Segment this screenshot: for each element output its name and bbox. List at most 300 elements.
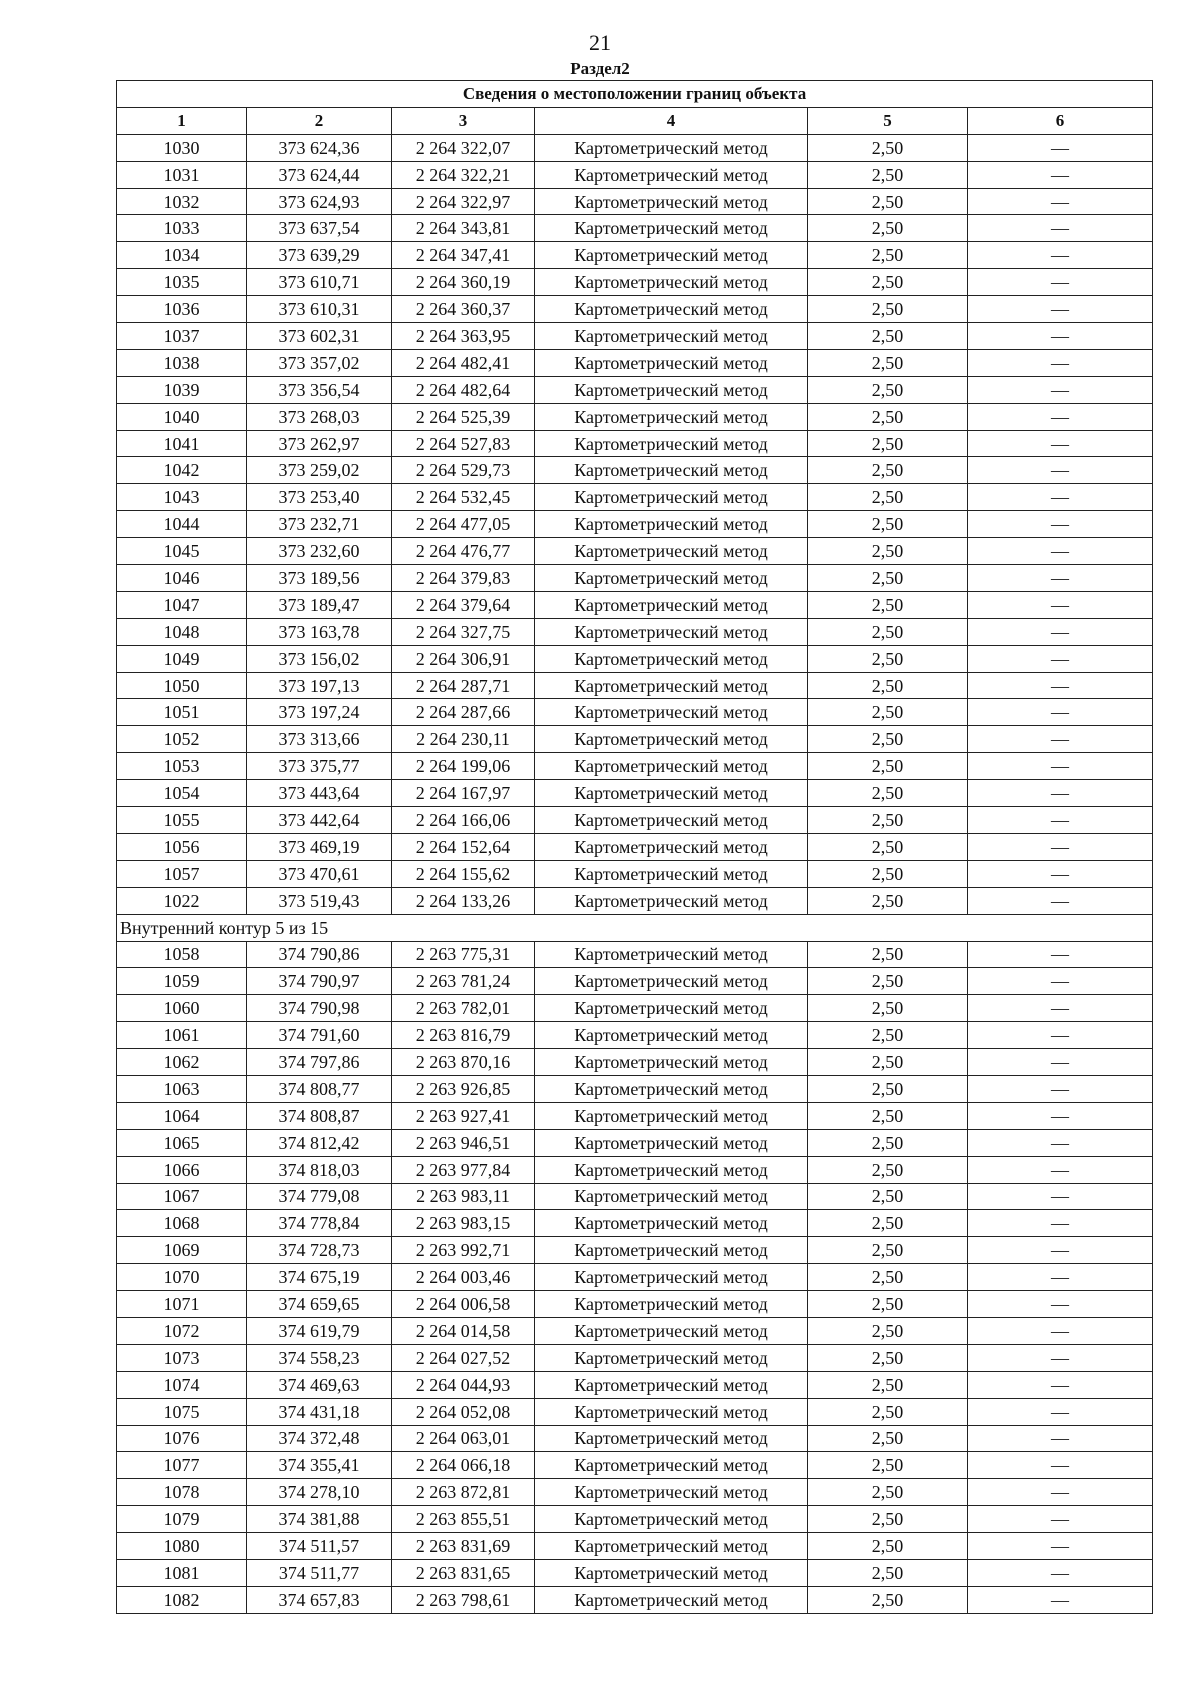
point-number-cell: 1061 xyxy=(117,1022,247,1049)
accuracy-cell: 2,50 xyxy=(808,1559,968,1586)
accuracy-cell: 2,50 xyxy=(808,188,968,215)
description-cell: — xyxy=(968,1371,1153,1398)
y-coordinate-cell: 2 264 006,58 xyxy=(392,1291,535,1318)
y-coordinate-cell: 2 264 063,01 xyxy=(392,1425,535,1452)
table-row xyxy=(117,161,1153,188)
description-cell: — xyxy=(968,995,1153,1022)
y-coordinate-cell: 2 263 992,71 xyxy=(392,1237,535,1264)
y-coordinate-cell: 2 263 926,85 xyxy=(392,1075,535,1102)
y-coordinate-cell: 2 264 360,19 xyxy=(392,269,535,296)
x-coordinate-cell: 373 610,31 xyxy=(247,296,392,323)
description-cell: — xyxy=(968,215,1153,242)
accuracy-cell: 2,50 xyxy=(808,376,968,403)
accuracy-cell: 2,50 xyxy=(808,565,968,592)
description-cell: — xyxy=(968,968,1153,995)
method-cell: Картометрический метод xyxy=(535,1156,808,1183)
description-cell: — xyxy=(968,376,1153,403)
point-number-cell: 1071 xyxy=(117,1291,247,1318)
description-cell: — xyxy=(968,1022,1153,1049)
accuracy-cell: 2,50 xyxy=(808,887,968,914)
x-coordinate-cell: 373 624,44 xyxy=(247,161,392,188)
method-cell: Картометрический метод xyxy=(535,376,808,403)
table-row xyxy=(117,1506,1153,1533)
table-row xyxy=(117,188,1153,215)
point-number-cell: 1031 xyxy=(117,161,247,188)
accuracy-cell: 2,50 xyxy=(808,538,968,565)
x-coordinate-cell: 374 808,77 xyxy=(247,1075,392,1102)
method-cell: Картометрический метод xyxy=(535,1371,808,1398)
point-number-cell: 1053 xyxy=(117,753,247,780)
description-cell: — xyxy=(968,645,1153,672)
accuracy-cell: 2,50 xyxy=(808,968,968,995)
y-coordinate-cell: 2 263 831,65 xyxy=(392,1559,535,1586)
table-row xyxy=(117,1317,1153,1344)
description-cell: — xyxy=(968,833,1153,860)
accuracy-cell: 2,50 xyxy=(808,1506,968,1533)
point-number-cell: 1056 xyxy=(117,833,247,860)
table-row xyxy=(117,511,1153,538)
x-coordinate-cell: 374 808,87 xyxy=(247,1102,392,1129)
point-number-cell: 1080 xyxy=(117,1533,247,1560)
table-row xyxy=(117,1156,1153,1183)
table-row xyxy=(117,1022,1153,1049)
point-number-cell: 1033 xyxy=(117,215,247,242)
x-coordinate-cell: 374 511,57 xyxy=(247,1533,392,1560)
x-coordinate-cell: 373 156,02 xyxy=(247,645,392,672)
y-coordinate-cell: 2 264 482,64 xyxy=(392,376,535,403)
point-number-cell: 1041 xyxy=(117,430,247,457)
description-cell: — xyxy=(968,1533,1153,1560)
description-cell: — xyxy=(968,511,1153,538)
method-cell: Картометрический метод xyxy=(535,161,808,188)
description-cell: — xyxy=(968,941,1153,968)
description-cell: — xyxy=(968,1049,1153,1076)
x-coordinate-cell: 374 469,63 xyxy=(247,1371,392,1398)
x-coordinate-cell: 373 519,43 xyxy=(247,887,392,914)
accuracy-cell: 2,50 xyxy=(808,511,968,538)
column-number: 1 xyxy=(117,107,247,134)
x-coordinate-cell: 373 469,19 xyxy=(247,833,392,860)
description-cell: — xyxy=(968,296,1153,323)
column-number: 3 xyxy=(392,107,535,134)
accuracy-cell: 2,50 xyxy=(808,753,968,780)
description-cell: — xyxy=(968,591,1153,618)
y-coordinate-cell: 2 264 327,75 xyxy=(392,618,535,645)
table-row xyxy=(117,780,1153,807)
y-coordinate-cell: 2 264 287,66 xyxy=(392,699,535,726)
accuracy-cell: 2,50 xyxy=(808,1075,968,1102)
y-coordinate-cell: 2 263 781,24 xyxy=(392,968,535,995)
y-coordinate-cell: 2 264 322,21 xyxy=(392,161,535,188)
x-coordinate-cell: 374 372,48 xyxy=(247,1425,392,1452)
description-cell: — xyxy=(968,565,1153,592)
table-row xyxy=(117,349,1153,376)
description-cell: — xyxy=(968,484,1153,511)
point-number-cell: 1063 xyxy=(117,1075,247,1102)
accuracy-cell: 2,50 xyxy=(808,699,968,726)
table-row xyxy=(117,1452,1153,1479)
description-cell: — xyxy=(968,430,1153,457)
section-title: Раздел2 xyxy=(570,59,630,78)
description-cell: — xyxy=(968,1102,1153,1129)
y-coordinate-cell: 2 264 014,58 xyxy=(392,1317,535,1344)
description-cell: — xyxy=(968,1452,1153,1479)
description-cell: — xyxy=(968,1479,1153,1506)
accuracy-cell: 2,50 xyxy=(808,1586,968,1613)
accuracy-cell: 2,50 xyxy=(808,484,968,511)
x-coordinate-cell: 374 818,03 xyxy=(247,1156,392,1183)
x-coordinate-cell: 373 163,78 xyxy=(247,618,392,645)
x-coordinate-cell: 373 262,97 xyxy=(247,430,392,457)
method-cell: Картометрический метод xyxy=(535,699,808,726)
description-cell: — xyxy=(968,887,1153,914)
method-cell: Картометрический метод xyxy=(535,1102,808,1129)
x-coordinate-cell: 374 790,86 xyxy=(247,941,392,968)
point-number-cell: 1081 xyxy=(117,1559,247,1586)
accuracy-cell: 2,50 xyxy=(808,323,968,350)
description-cell: — xyxy=(968,269,1153,296)
y-coordinate-cell: 2 264 529,73 xyxy=(392,457,535,484)
description-cell: — xyxy=(968,403,1153,430)
method-cell: Картометрический метод xyxy=(535,591,808,618)
x-coordinate-cell: 373 259,02 xyxy=(247,457,392,484)
point-number-cell: 1022 xyxy=(117,887,247,914)
accuracy-cell: 2,50 xyxy=(808,618,968,645)
table-row xyxy=(117,807,1153,834)
point-number-cell: 1059 xyxy=(117,968,247,995)
point-number-cell: 1074 xyxy=(117,1371,247,1398)
description-cell: — xyxy=(968,753,1153,780)
x-coordinate-cell: 373 637,54 xyxy=(247,215,392,242)
x-coordinate-cell: 373 443,64 xyxy=(247,780,392,807)
description-cell: — xyxy=(968,1317,1153,1344)
table-row xyxy=(117,1049,1153,1076)
description-cell: — xyxy=(968,134,1153,161)
accuracy-cell: 2,50 xyxy=(808,215,968,242)
method-cell: Картометрический метод xyxy=(535,645,808,672)
accuracy-cell: 2,50 xyxy=(808,860,968,887)
method-cell: Картометрический метод xyxy=(535,1210,808,1237)
y-coordinate-cell: 2 263 870,16 xyxy=(392,1049,535,1076)
description-cell: — xyxy=(968,672,1153,699)
description-cell: — xyxy=(968,1264,1153,1291)
method-cell: Картометрический метод xyxy=(535,1559,808,1586)
contour-label: Внутренний контур 5 из 15 xyxy=(117,914,1153,941)
table-row xyxy=(117,1183,1153,1210)
method-cell: Картометрический метод xyxy=(535,1398,808,1425)
method-cell: Картометрический метод xyxy=(535,1317,808,1344)
table-row xyxy=(117,1237,1153,1264)
table-row xyxy=(117,323,1153,350)
method-cell: Картометрический метод xyxy=(535,1129,808,1156)
description-cell: — xyxy=(968,1586,1153,1613)
method-cell: Картометрический метод xyxy=(535,780,808,807)
x-coordinate-cell: 373 375,77 xyxy=(247,753,392,780)
x-coordinate-cell: 373 197,24 xyxy=(247,699,392,726)
x-coordinate-cell: 373 357,02 xyxy=(247,349,392,376)
accuracy-cell: 2,50 xyxy=(808,242,968,269)
x-coordinate-cell: 373 189,56 xyxy=(247,565,392,592)
description-cell: — xyxy=(968,699,1153,726)
x-coordinate-cell: 374 355,41 xyxy=(247,1452,392,1479)
y-coordinate-cell: 2 263 775,31 xyxy=(392,941,535,968)
y-coordinate-cell: 2 264 155,62 xyxy=(392,860,535,887)
x-coordinate-cell: 373 356,54 xyxy=(247,376,392,403)
point-number-cell: 1049 xyxy=(117,645,247,672)
accuracy-cell: 2,50 xyxy=(808,1291,968,1318)
table-row xyxy=(117,484,1153,511)
point-number-cell: 1072 xyxy=(117,1317,247,1344)
method-cell: Картометрический метод xyxy=(535,323,808,350)
description-cell: — xyxy=(968,780,1153,807)
accuracy-cell: 2,50 xyxy=(808,995,968,1022)
table-row xyxy=(117,1210,1153,1237)
table-row xyxy=(117,672,1153,699)
y-coordinate-cell: 2 263 798,61 xyxy=(392,1586,535,1613)
point-number-cell: 1046 xyxy=(117,565,247,592)
point-number-cell: 1045 xyxy=(117,538,247,565)
y-coordinate-cell: 2 263 946,51 xyxy=(392,1129,535,1156)
table-row xyxy=(117,1479,1153,1506)
y-coordinate-cell: 2 264 347,41 xyxy=(392,242,535,269)
accuracy-cell: 2,50 xyxy=(808,1533,968,1560)
description-cell: — xyxy=(968,860,1153,887)
x-coordinate-cell: 373 610,71 xyxy=(247,269,392,296)
method-cell: Картометрический метод xyxy=(535,538,808,565)
x-coordinate-cell: 374 431,18 xyxy=(247,1398,392,1425)
accuracy-cell: 2,50 xyxy=(808,1237,968,1264)
point-number-cell: 1054 xyxy=(117,780,247,807)
table-row xyxy=(117,1291,1153,1318)
x-coordinate-cell: 374 812,42 xyxy=(247,1129,392,1156)
y-coordinate-cell: 2 264 379,64 xyxy=(392,591,535,618)
table-row xyxy=(117,726,1153,753)
method-cell: Картометрический метод xyxy=(535,484,808,511)
table-row xyxy=(117,887,1153,914)
point-number-cell: 1038 xyxy=(117,349,247,376)
column-number: 2 xyxy=(247,107,392,134)
point-number-cell: 1082 xyxy=(117,1586,247,1613)
point-number-cell: 1036 xyxy=(117,296,247,323)
accuracy-cell: 2,50 xyxy=(808,1049,968,1076)
y-coordinate-cell: 2 264 230,11 xyxy=(392,726,535,753)
table-row xyxy=(117,215,1153,242)
table-row xyxy=(117,457,1153,484)
point-number-cell: 1078 xyxy=(117,1479,247,1506)
x-coordinate-cell: 374 728,73 xyxy=(247,1237,392,1264)
description-cell: — xyxy=(968,457,1153,484)
y-coordinate-cell: 2 264 287,71 xyxy=(392,672,535,699)
point-number-cell: 1058 xyxy=(117,941,247,968)
x-coordinate-cell: 373 232,60 xyxy=(247,538,392,565)
y-coordinate-cell: 2 264 306,91 xyxy=(392,645,535,672)
y-coordinate-cell: 2 264 532,45 xyxy=(392,484,535,511)
description-cell: — xyxy=(968,1559,1153,1586)
description-cell: — xyxy=(968,188,1153,215)
description-cell: — xyxy=(968,161,1153,188)
accuracy-cell: 2,50 xyxy=(808,1210,968,1237)
column-number: 6 xyxy=(968,107,1153,134)
y-coordinate-cell: 2 264 322,07 xyxy=(392,134,535,161)
y-coordinate-cell: 2 263 872,81 xyxy=(392,1479,535,1506)
point-number-cell: 1032 xyxy=(117,188,247,215)
description-cell: — xyxy=(968,1291,1153,1318)
accuracy-cell: 2,50 xyxy=(808,296,968,323)
x-coordinate-cell: 374 790,97 xyxy=(247,968,392,995)
method-cell: Картометрический метод xyxy=(535,807,808,834)
accuracy-cell: 2,50 xyxy=(808,1398,968,1425)
accuracy-cell: 2,50 xyxy=(808,726,968,753)
description-cell: — xyxy=(968,1425,1153,1452)
method-cell: Картометрический метод xyxy=(535,941,808,968)
method-cell: Картометрический метод xyxy=(535,618,808,645)
accuracy-cell: 2,50 xyxy=(808,1156,968,1183)
point-number-cell: 1037 xyxy=(117,323,247,350)
table-row xyxy=(117,860,1153,887)
y-coordinate-cell: 2 264 133,26 xyxy=(392,887,535,914)
method-cell: Картометрический метод xyxy=(535,1533,808,1560)
method-cell: Картометрический метод xyxy=(535,1183,808,1210)
y-coordinate-cell: 2 264 363,95 xyxy=(392,323,535,350)
method-cell: Картометрический метод xyxy=(535,726,808,753)
y-coordinate-cell: 2 264 166,06 xyxy=(392,807,535,834)
accuracy-cell: 2,50 xyxy=(808,833,968,860)
accuracy-cell: 2,50 xyxy=(808,1452,968,1479)
accuracy-cell: 2,50 xyxy=(808,403,968,430)
table-row xyxy=(117,645,1153,672)
accuracy-cell: 2,50 xyxy=(808,1264,968,1291)
method-cell: Картометрический метод xyxy=(535,296,808,323)
y-coordinate-cell: 2 264 525,39 xyxy=(392,403,535,430)
y-coordinate-cell: 2 264 027,52 xyxy=(392,1344,535,1371)
x-coordinate-cell: 373 189,47 xyxy=(247,591,392,618)
x-coordinate-cell: 374 381,88 xyxy=(247,1506,392,1533)
accuracy-cell: 2,50 xyxy=(808,1479,968,1506)
x-coordinate-cell: 374 797,86 xyxy=(247,1049,392,1076)
point-number-cell: 1030 xyxy=(117,134,247,161)
point-number-cell: 1075 xyxy=(117,1398,247,1425)
y-coordinate-cell: 2 264 322,97 xyxy=(392,188,535,215)
y-coordinate-cell: 2 264 343,81 xyxy=(392,215,535,242)
method-cell: Картометрический метод xyxy=(535,1586,808,1613)
description-cell: — xyxy=(968,618,1153,645)
table-row xyxy=(117,753,1153,780)
method-cell: Картометрический метод xyxy=(535,457,808,484)
point-number-cell: 1048 xyxy=(117,618,247,645)
table-row xyxy=(117,941,1153,968)
x-coordinate-cell: 374 619,79 xyxy=(247,1317,392,1344)
point-number-cell: 1042 xyxy=(117,457,247,484)
point-number-cell: 1076 xyxy=(117,1425,247,1452)
table-row xyxy=(117,1344,1153,1371)
x-coordinate-cell: 374 790,98 xyxy=(247,995,392,1022)
accuracy-cell: 2,50 xyxy=(808,941,968,968)
table-row xyxy=(117,699,1153,726)
point-number-cell: 1073 xyxy=(117,1344,247,1371)
y-coordinate-cell: 2 264 199,06 xyxy=(392,753,535,780)
table-row xyxy=(117,1129,1153,1156)
table-caption-row xyxy=(117,81,1153,108)
method-cell: Картометрический метод xyxy=(535,1049,808,1076)
method-cell: Картометрический метод xyxy=(535,1291,808,1318)
x-coordinate-cell: 373 232,71 xyxy=(247,511,392,538)
method-cell: Картометрический метод xyxy=(535,511,808,538)
point-number-cell: 1069 xyxy=(117,1237,247,1264)
accuracy-cell: 2,50 xyxy=(808,269,968,296)
point-number-cell: 1057 xyxy=(117,860,247,887)
point-number-cell: 1050 xyxy=(117,672,247,699)
point-number-cell: 1060 xyxy=(117,995,247,1022)
table-body xyxy=(117,134,1153,1613)
table-row xyxy=(117,618,1153,645)
accuracy-cell: 2,50 xyxy=(808,134,968,161)
table-row xyxy=(117,376,1153,403)
method-cell: Картометрический метод xyxy=(535,565,808,592)
accuracy-cell: 2,50 xyxy=(808,807,968,834)
accuracy-cell: 2,50 xyxy=(808,1344,968,1371)
y-coordinate-cell: 2 264 044,93 xyxy=(392,1371,535,1398)
method-cell: Картометрический метод xyxy=(535,1506,808,1533)
table-row xyxy=(117,296,1153,323)
table-row xyxy=(117,968,1153,995)
method-cell: Картометрический метод xyxy=(535,887,808,914)
accuracy-cell: 2,50 xyxy=(808,672,968,699)
accuracy-cell: 2,50 xyxy=(808,645,968,672)
description-cell: — xyxy=(968,323,1153,350)
column-number-row xyxy=(117,107,1153,134)
point-number-cell: 1067 xyxy=(117,1183,247,1210)
table-row xyxy=(117,1264,1153,1291)
table-row xyxy=(117,242,1153,269)
description-cell: — xyxy=(968,1506,1153,1533)
table-row xyxy=(117,134,1153,161)
point-number-cell: 1034 xyxy=(117,242,247,269)
x-coordinate-cell: 373 197,13 xyxy=(247,672,392,699)
method-cell: Картометрический метод xyxy=(535,833,808,860)
table-row xyxy=(117,1559,1153,1586)
table-row xyxy=(117,430,1153,457)
x-coordinate-cell: 374 675,19 xyxy=(247,1264,392,1291)
accuracy-cell: 2,50 xyxy=(808,1317,968,1344)
x-coordinate-cell: 374 659,65 xyxy=(247,1291,392,1318)
table-row xyxy=(117,1398,1153,1425)
point-number-cell: 1066 xyxy=(117,1156,247,1183)
method-cell: Картометрический метод xyxy=(535,242,808,269)
x-coordinate-cell: 374 791,60 xyxy=(247,1022,392,1049)
accuracy-cell: 2,50 xyxy=(808,1129,968,1156)
accuracy-cell: 2,50 xyxy=(808,1183,968,1210)
point-number-cell: 1070 xyxy=(117,1264,247,1291)
table-row xyxy=(117,269,1153,296)
table-row xyxy=(117,1075,1153,1102)
y-coordinate-cell: 2 264 003,46 xyxy=(392,1264,535,1291)
y-coordinate-cell: 2 264 360,37 xyxy=(392,296,535,323)
accuracy-cell: 2,50 xyxy=(808,1102,968,1129)
method-cell: Картометрический метод xyxy=(535,1237,808,1264)
table-caption: Сведения о местоположении границ объекта xyxy=(117,81,1153,108)
method-cell: Картометрический метод xyxy=(535,968,808,995)
method-cell: Картометрический метод xyxy=(535,269,808,296)
method-cell: Картометрический метод xyxy=(535,1022,808,1049)
method-cell: Картометрический метод xyxy=(535,1479,808,1506)
description-cell: — xyxy=(968,349,1153,376)
x-coordinate-cell: 373 268,03 xyxy=(247,403,392,430)
method-cell: Картометрический метод xyxy=(535,134,808,161)
table-row xyxy=(117,995,1153,1022)
method-cell: Картометрический метод xyxy=(535,1452,808,1479)
point-number-cell: 1079 xyxy=(117,1506,247,1533)
point-number-cell: 1043 xyxy=(117,484,247,511)
